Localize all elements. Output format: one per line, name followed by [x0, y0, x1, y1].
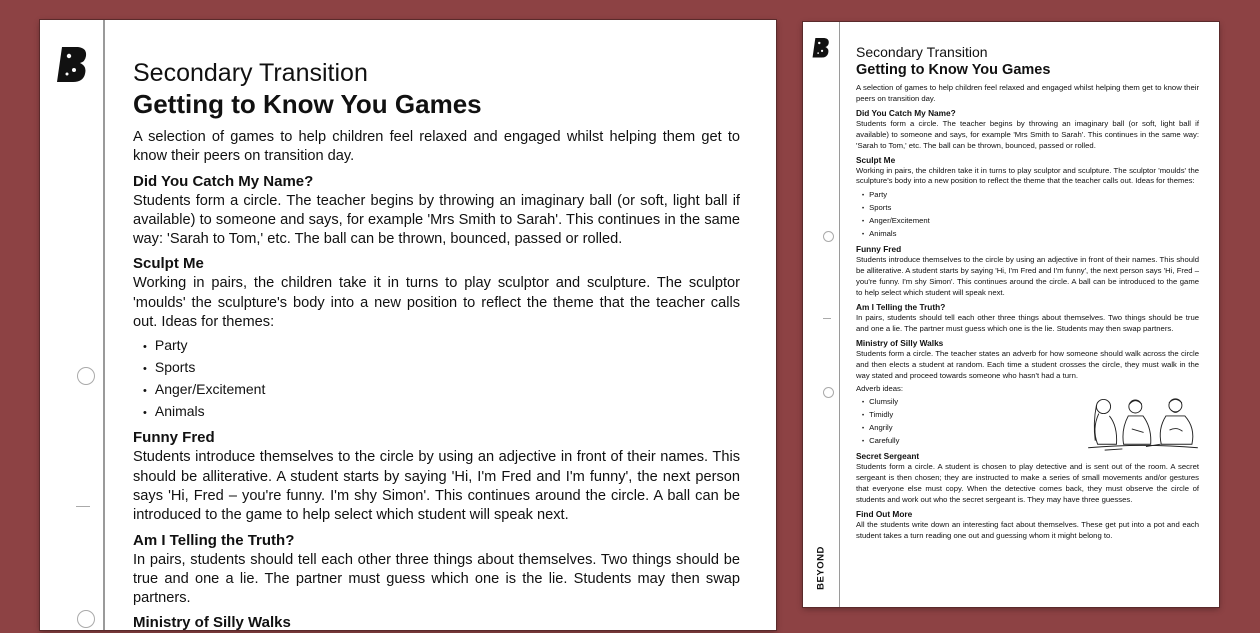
punch-hole: [77, 367, 95, 385]
section-body: In pairs, students should tell each other three things about themselves. Two things should be true and one a lie. The partner must guess which one is the lie. Students may then swap partners.: [856, 312, 1199, 333]
section-body: Students introduce themselves to the circle by using an adjective in front of their names. This should be alliterative. A student starts by saying 'Hi, I'm Fred and I'm funny', the next person says 'Hi, Fred – you're funny. I'm shy Simon'. This continues around the circle. A ball can be introduced to the game to help select which student will speak next.: [133, 449, 740, 524]
list-item: • Carefully: [862, 435, 1199, 448]
list-item: • Party: [862, 189, 1199, 202]
punch-hole: [823, 231, 834, 242]
document-content: [133, 58, 740, 633]
full-page-preview[interactable]: [803, 22, 1219, 607]
document-subtitle: Secondary Transition: [133, 59, 368, 87]
section-body: Working in pairs, the children take it in turns to play sculptor and sculpture. The sculptor 'moulds' the sculpture's body into a new position to reflect the theme that the teacher calls out. Ideas for themes:: [133, 275, 740, 331]
section-heading: Ministry of Silly Walks: [856, 337, 944, 348]
brand-label: BEYOND: [815, 546, 827, 590]
beyond-logo-icon: [56, 44, 90, 84]
margin-line: [103, 20, 105, 630]
list-item: • Party: [143, 335, 740, 357]
list-item: • Animals: [143, 401, 740, 423]
list-item: • Timidly: [862, 409, 1199, 422]
section-body: Students form a circle. The teacher states an adverb for how someone should walk across the circle and then elects a student at random. Each time a student crosses the circle, they must walk in the way stated and proceed towards someone who hasn't had a turn.: [856, 348, 1199, 380]
beyond-logo-icon: [812, 36, 831, 59]
section-body: In pairs, students should tell each other three things about themselves. Two things should be true and one a lie. The partner must guess which one is the lie. Students may then swap partners.: [133, 551, 740, 607]
section-heading: Funny Fred: [133, 429, 215, 447]
list-item: • Anger/Excitement: [862, 215, 1199, 228]
document-subtitle: Secondary Transition: [856, 44, 988, 60]
themes-list: [856, 189, 1199, 241]
section-heading: Did You Catch My Name?: [856, 107, 956, 118]
margin-line: [839, 22, 840, 607]
section-heading: Funny Fred: [856, 244, 902, 255]
section-heading: Sculpt Me: [133, 255, 204, 273]
document-content: [856, 44, 1199, 544]
section-heading: Am I Telling the Truth?: [133, 531, 295, 549]
document-title: Getting to Know You Games: [133, 89, 482, 119]
punch-hole: [77, 610, 95, 628]
fold-mark: [823, 318, 831, 319]
section-body: Working in pairs, the children take it in turns to play sculptor and sculpture. The sculptor 'moulds' the sculpture's body into a new position to reflect the theme that the teacher calls out. Ideas for themes:: [856, 165, 1199, 186]
fold-mark: [76, 506, 90, 507]
section-heading: Sculpt Me: [856, 154, 896, 165]
list-item: • Clumsily: [862, 396, 1199, 409]
list-item: • Animals: [862, 228, 1199, 241]
students-illustration: [1087, 392, 1199, 454]
section-body: Students form a circle. The teacher begins by throwing an imaginary ball (or soft, light ball if available) to someone and says, for example 'Mrs Smith to Sarah'. This continues in the same way: 'Sarah to Tom,' etc. The ball can be thrown, bounced, passed or rolled.: [133, 192, 740, 248]
list-item: • Anger/Excitement: [143, 379, 740, 401]
section-heading: Ministry of Silly Walks: [133, 614, 291, 632]
punch-hole: [823, 387, 834, 398]
themes-list: [133, 335, 740, 423]
section-body: Students introduce themselves to the circle by using an adjective in front of their names. This should be alliterative. A student starts by saying 'Hi, I'm Fred and I'm funny', the next person says 'Hi, Fred – you're funny. I'm shy Simon'. This continues around the circle. A ball can be introduced to the game to help select which student will speak next.: [856, 255, 1199, 298]
intro-text: A selection of games to help children feel relaxed and engaged whilst helping them get to know their peers on transition day.: [133, 129, 740, 165]
section-body: Students form a circle. The teacher begins by throwing an imaginary ball (or soft, light ball if available) to someone and says, for example 'Mrs Smith to Sarah'. This continues in the same way: 'Sarah to Tom,' etc. The ball can be thrown, bounced, passed or rolled.: [856, 118, 1199, 150]
section-heading: Did You Catch My Name?: [133, 172, 314, 190]
section-body: All the students write down an interesting fact about themselves. These get put into a pot and each student takes a turn reading one out and guessing whom it might belong to.: [856, 520, 1199, 540]
adverb-subheading: Adverb ideas:: [856, 383, 904, 393]
list-item: • Sports: [862, 202, 1199, 215]
section-heading: Am I Telling the Truth?: [856, 301, 946, 312]
section-heading: Secret Sergeant: [856, 451, 920, 462]
section-heading: Find Out More: [856, 509, 913, 520]
section-body: Students form a circle. A student is chosen to play detective and is sent out of the room. A secret sergeant is then chosen; they are instructed to make a series of small movements and/or gestures that everyone else must copy. When the detective comes back, they must observe the circle of students and work out who the secret sergeant is. They may have three guesses.: [856, 462, 1199, 505]
document-title: Getting to Know You Games: [856, 62, 1051, 78]
list-item: • Angrily: [862, 422, 1199, 435]
intro-text: A selection of games to help children feel relaxed and engaged whilst helping them get to know their peers on transition day.: [856, 83, 1199, 103]
zoomed-page-view[interactable]: [40, 20, 776, 630]
list-item: • Sports: [143, 357, 740, 379]
